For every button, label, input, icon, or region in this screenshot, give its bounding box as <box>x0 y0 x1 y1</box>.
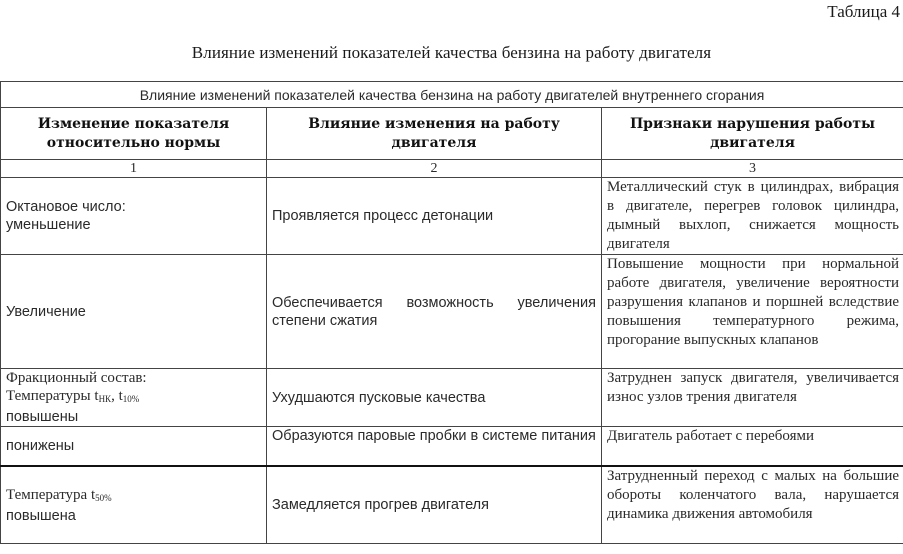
parameter-cell: понижены <box>1 427 267 467</box>
parameter-change: повышены <box>6 409 79 425</box>
parameter-cell <box>1 178 267 255</box>
table-caption-row <box>1 82 903 108</box>
signs-cell: Повышение мощности при нормальной работе двигателя, увеличение вероятности разрушения клапанов и поршней вследствие повышения температурного режима, прогорание выпускных клапанов <box>602 255 903 369</box>
effect-cell: Проявляется процесс детонации <box>267 178 602 255</box>
subscript: НК <box>98 394 112 404</box>
table-caption: Влияние изменений показателей качества бензина на работу двигателей внутреннего сгорания <box>1 82 903 108</box>
signs-cell: Двигатель работает с перебоями <box>602 427 903 467</box>
table-row <box>1 255 903 369</box>
table-row <box>1 178 903 255</box>
column-number: 1 <box>1 160 267 178</box>
parameter-change: повышена <box>6 507 76 524</box>
temperature-label: Температура t <box>6 486 96 503</box>
effect-cell: Замедляется прогрев двигателя <box>267 466 602 544</box>
effect-cell: Обеспечивается возможность увеличения степени сжатия <box>267 255 602 369</box>
header-signs: Признаки нарушения работы двигателя <box>602 108 903 160</box>
parameter-name: Октановое число: <box>6 199 126 215</box>
parameter-change: уменьшение <box>6 217 91 233</box>
signs-cell: Затруднен запуск двигателя, увеличивается износ узлов трения двигателя <box>602 369 903 427</box>
table-number: Таблица 4 <box>827 2 900 21</box>
parameter-name <box>6 486 261 507</box>
column-number: 3 <box>602 160 903 178</box>
signs-cell: Металлический стук в цилиндрах, вибрация в двигателе, перегрев головок цилиндра, дымный выхлоп, снижается мощность двигателя <box>602 178 903 255</box>
effect-cell: Образуются паровые пробки в системе питания <box>267 427 602 467</box>
header-effect: Влияние изменения на работу двигателя <box>267 108 602 160</box>
effect-cell: Ухудшаются пусковые качества <box>267 369 602 427</box>
column-number: 2 <box>267 160 602 178</box>
parameter-cell <box>1 466 267 544</box>
separator: , t <box>111 388 123 404</box>
signs-cell: Затрудненный переход с малых на большие обороты коленчатого вала, нарушается динамика движения автомобиля <box>602 466 903 544</box>
header-row <box>1 108 903 160</box>
subscript: 50% <box>95 492 112 503</box>
column-number-row <box>1 160 903 178</box>
table-row <box>1 369 903 427</box>
parameter-cell: Увеличение <box>1 255 267 369</box>
parameter-name: Фракционный состав: <box>6 370 147 386</box>
gasoline-quality-table <box>0 81 903 544</box>
table-row <box>1 427 903 467</box>
table-row <box>1 466 903 544</box>
parameter-cell <box>1 369 267 427</box>
temperature-label: Температуры t <box>6 388 99 404</box>
subscript: 10% <box>122 394 140 404</box>
parameter-temperatures <box>6 387 261 408</box>
document-title: Влияние изменений показателей качества бензина на работу двигателя <box>191 43 712 62</box>
header-change: Изменение показателя относительно нормы <box>1 108 267 160</box>
